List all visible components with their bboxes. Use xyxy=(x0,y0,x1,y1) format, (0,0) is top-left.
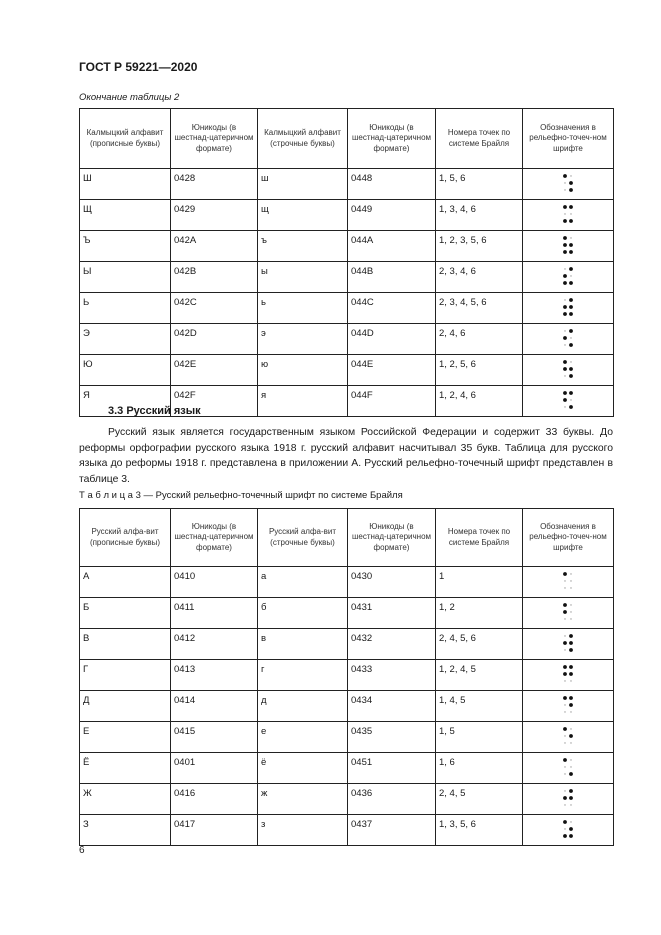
cell-lower-code: 044A xyxy=(348,231,436,262)
braille-dot-raised xyxy=(563,336,567,340)
cell-lower-code: 0435 xyxy=(348,722,436,753)
braille-dot-raised xyxy=(563,281,567,285)
braille-dot-raised xyxy=(563,796,567,800)
cell-dots: 1, 2 xyxy=(436,598,523,629)
braille-dot-flat xyxy=(570,399,571,400)
col-header: Русский алфа-вит (прописные буквы) xyxy=(80,509,171,567)
table-row xyxy=(80,567,614,598)
braille-cell-icon xyxy=(560,358,576,382)
braille-dot-flat xyxy=(564,649,565,650)
braille-cell-icon xyxy=(560,632,576,656)
cell-upper: Д xyxy=(80,691,171,722)
col-header: Юникоды (в шестнад-цатеричном формате) xyxy=(171,509,258,567)
col-header: Юникоды (в шестнад-цатеричном формате) xyxy=(171,109,258,169)
cell-lower: щ xyxy=(258,200,348,231)
cell-braille xyxy=(523,262,614,293)
braille-dot-raised xyxy=(569,298,573,302)
braille-dot-flat xyxy=(564,375,565,376)
braille-dot-raised xyxy=(569,374,573,378)
cell-upper: А xyxy=(80,567,171,598)
braille-dot-flat xyxy=(570,611,571,612)
braille-dot-raised xyxy=(569,734,573,738)
braille-dot-flat xyxy=(564,182,565,183)
cell-dots: 2, 4, 5, 6 xyxy=(436,629,523,660)
col-header: Русский алфа-вит (строчные буквы) xyxy=(258,509,348,567)
cell-upper: Ю xyxy=(80,355,171,386)
cell-braille xyxy=(523,691,614,722)
braille-dot-flat xyxy=(564,766,565,767)
table-row xyxy=(80,722,614,753)
braille-dot-flat xyxy=(564,406,565,407)
cell-lower: ю xyxy=(258,355,348,386)
braille-dot-flat xyxy=(564,618,565,619)
braille-dot-flat xyxy=(570,237,571,238)
cell-braille xyxy=(523,660,614,691)
table2 xyxy=(79,108,614,417)
braille-dot-raised xyxy=(569,188,573,192)
col-header: Обозначения в рельефно-точеч-ном шрифте xyxy=(523,509,614,567)
table-row xyxy=(80,324,614,355)
braille-dot-raised xyxy=(563,174,567,178)
col-header: Номера точек по системе Брайля xyxy=(436,509,523,567)
cell-dots: 1, 5, 6 xyxy=(436,169,523,200)
braille-cell-icon xyxy=(560,265,576,289)
braille-dot-raised xyxy=(569,243,573,247)
braille-dot-flat xyxy=(564,330,565,331)
cell-lower: я xyxy=(258,386,348,417)
braille-dot-flat xyxy=(570,821,571,822)
braille-cell-icon xyxy=(560,389,576,413)
braille-dot-flat xyxy=(570,213,571,214)
cell-lower: ы xyxy=(258,262,348,293)
cell-lower: в xyxy=(258,629,348,660)
table-row xyxy=(80,262,614,293)
cell-upper: Э xyxy=(80,324,171,355)
braille-dot-raised xyxy=(569,772,573,776)
cell-lower-code: 044D xyxy=(348,324,436,355)
cell-braille xyxy=(523,386,614,417)
table2-header-row xyxy=(80,109,614,169)
braille-dot-raised xyxy=(569,391,573,395)
braille-dot-flat xyxy=(564,587,565,588)
braille-dot-raised xyxy=(563,641,567,645)
braille-cell-icon xyxy=(560,756,576,780)
braille-dot-raised xyxy=(569,205,573,209)
braille-dot-raised xyxy=(569,703,573,707)
braille-dot-flat xyxy=(564,299,565,300)
braille-dot-raised xyxy=(569,834,573,838)
cell-lower: э xyxy=(258,324,348,355)
cell-dots: 1, 3, 5, 6 xyxy=(436,815,523,846)
cell-upper: Б xyxy=(80,598,171,629)
braille-dot-raised xyxy=(563,305,567,309)
cell-lower-code: 0431 xyxy=(348,598,436,629)
cell-upper-code: 0429 xyxy=(171,200,258,231)
braille-dot-raised xyxy=(569,219,573,223)
cell-lower: а xyxy=(258,567,348,598)
table-row xyxy=(80,815,614,846)
braille-dot-raised xyxy=(563,312,567,316)
braille-dot-raised xyxy=(563,250,567,254)
cell-lower: б xyxy=(258,598,348,629)
cell-lower-code: 0449 xyxy=(348,200,436,231)
braille-dot-raised xyxy=(569,696,573,700)
section-title: 3.3 Русский язык xyxy=(108,405,201,417)
braille-dot-raised xyxy=(563,360,567,364)
cell-dots: 2, 4, 5 xyxy=(436,784,523,815)
cell-upper: Я xyxy=(80,386,171,417)
braille-dot-flat xyxy=(564,680,565,681)
braille-dot-flat xyxy=(564,711,565,712)
cell-dots: 1, 5 xyxy=(436,722,523,753)
braille-cell-icon xyxy=(560,818,576,842)
cell-upper: Щ xyxy=(80,200,171,231)
cell-upper: Г xyxy=(80,660,171,691)
braille-dot-raised xyxy=(569,405,573,409)
cell-lower-code: 0433 xyxy=(348,660,436,691)
cell-upper-code: 0412 xyxy=(171,629,258,660)
table2-caption: Окончание таблицы 2 xyxy=(79,92,180,103)
braille-dot-flat xyxy=(570,711,571,712)
cell-braille xyxy=(523,722,614,753)
cell-lower-code: 0448 xyxy=(348,169,436,200)
cell-dots: 1, 2, 3, 5, 6 xyxy=(436,231,523,262)
braille-cell-icon xyxy=(560,570,576,594)
cell-upper: Е xyxy=(80,722,171,753)
braille-dot-raised xyxy=(569,250,573,254)
cell-lower-code: 044C xyxy=(348,293,436,324)
braille-dot-flat xyxy=(570,580,571,581)
braille-dot-raised xyxy=(563,205,567,209)
cell-upper-code: 042A xyxy=(171,231,258,262)
braille-dot-raised xyxy=(563,758,567,762)
braille-cell-icon xyxy=(560,694,576,718)
cell-braille xyxy=(523,169,614,200)
braille-dot-flat xyxy=(564,828,565,829)
cell-dots: 2, 4, 6 xyxy=(436,324,523,355)
braille-cell-icon xyxy=(560,663,576,687)
section-paragraph: Русский язык является государственным языком Российской Федерации и содержит 33 буквы. До реформы орфографии русского языка 1918 г. русский алфавит насчитывал 35 букв. Таблица для русского языка до реформы 1918 г. представлена в приложении А. Русский рельефно-точечный шрифт представлен в таблице 3. xyxy=(79,427,613,485)
braille-dot-raised xyxy=(569,789,573,793)
braille-dot-raised xyxy=(563,603,567,607)
braille-dot-flat xyxy=(564,268,565,269)
braille-dot-flat xyxy=(570,604,571,605)
cell-braille xyxy=(523,293,614,324)
cell-lower-code: 044F xyxy=(348,386,436,417)
cell-upper: Ъ xyxy=(80,231,171,262)
table-row xyxy=(80,355,614,386)
braille-dot-raised xyxy=(563,834,567,838)
cell-upper-code: 0417 xyxy=(171,815,258,846)
braille-dot-flat xyxy=(570,337,571,338)
table-row xyxy=(80,660,614,691)
cell-lower-code: 0434 xyxy=(348,691,436,722)
cell-upper-code: 042C xyxy=(171,293,258,324)
braille-dot-raised xyxy=(569,281,573,285)
braille-dot-raised xyxy=(563,820,567,824)
braille-cell-icon xyxy=(560,601,576,625)
cell-braille xyxy=(523,815,614,846)
braille-dot-raised xyxy=(563,274,567,278)
braille-dot-raised xyxy=(569,827,573,831)
cell-upper-code: 0401 xyxy=(171,753,258,784)
braille-dot-flat xyxy=(564,580,565,581)
braille-dot-raised xyxy=(563,236,567,240)
braille-dot-flat xyxy=(570,728,571,729)
cell-upper: Ё xyxy=(80,753,171,784)
braille-dot-raised xyxy=(563,696,567,700)
cell-upper-code: 0410 xyxy=(171,567,258,598)
braille-dot-flat xyxy=(570,175,571,176)
braille-dot-raised xyxy=(563,665,567,669)
braille-dot-raised xyxy=(569,648,573,652)
col-header: Номера точек по системе Брайля xyxy=(436,109,523,169)
cell-lower-code: 0432 xyxy=(348,629,436,660)
cell-dots: 1, 6 xyxy=(436,753,523,784)
braille-cell-icon xyxy=(560,787,576,811)
cell-lower: ш xyxy=(258,169,348,200)
cell-braille xyxy=(523,324,614,355)
braille-dot-flat xyxy=(564,635,565,636)
cell-upper-code: 0428 xyxy=(171,169,258,200)
cell-braille xyxy=(523,567,614,598)
braille-dot-flat xyxy=(570,680,571,681)
cell-dots: 1, 3, 4, 6 xyxy=(436,200,523,231)
cell-lower: з xyxy=(258,815,348,846)
braille-dot-flat xyxy=(570,766,571,767)
braille-dot-raised xyxy=(569,329,573,333)
braille-dot-flat xyxy=(570,742,571,743)
braille-dot-raised xyxy=(569,796,573,800)
table3-header-row xyxy=(80,509,614,567)
braille-dot-raised xyxy=(569,312,573,316)
braille-cell-icon xyxy=(560,172,576,196)
cell-upper: Ш xyxy=(80,169,171,200)
cell-braille xyxy=(523,231,614,262)
col-header: Калмыцкий алфавит (строчные буквы) xyxy=(258,109,348,169)
cell-braille xyxy=(523,200,614,231)
cell-lower-code: 044E xyxy=(348,355,436,386)
braille-dot-flat xyxy=(570,618,571,619)
cell-lower: ж xyxy=(258,784,348,815)
braille-dot-raised xyxy=(563,367,567,371)
braille-dot-raised xyxy=(563,672,567,676)
braille-dot-raised xyxy=(569,181,573,185)
table-row xyxy=(80,293,614,324)
cell-lower: ь xyxy=(258,293,348,324)
braille-dot-raised xyxy=(569,343,573,347)
braille-dot-flat xyxy=(564,742,565,743)
braille-dot-raised xyxy=(563,391,567,395)
braille-dot-raised xyxy=(569,672,573,676)
table-row xyxy=(80,691,614,722)
braille-dot-raised xyxy=(569,641,573,645)
braille-dot-flat xyxy=(570,573,571,574)
cell-braille xyxy=(523,753,614,784)
braille-dot-flat xyxy=(570,587,571,588)
braille-dot-flat xyxy=(570,361,571,362)
cell-braille xyxy=(523,598,614,629)
braille-dot-raised xyxy=(569,634,573,638)
braille-cell-icon xyxy=(560,203,576,227)
cell-lower: ъ xyxy=(258,231,348,262)
cell-lower: г xyxy=(258,660,348,691)
cell-lower-code: 044B xyxy=(348,262,436,293)
braille-dot-flat xyxy=(564,213,565,214)
cell-dots: 1, 2, 4, 5 xyxy=(436,660,523,691)
cell-upper-code: 0411 xyxy=(171,598,258,629)
cell-lower: ё xyxy=(258,753,348,784)
braille-dot-flat xyxy=(564,773,565,774)
cell-braille xyxy=(523,355,614,386)
cell-upper-code: 042D xyxy=(171,324,258,355)
cell-upper: Ы xyxy=(80,262,171,293)
table3 xyxy=(79,508,614,846)
braille-cell-icon xyxy=(560,234,576,258)
cell-dots: 1, 2, 4, 6 xyxy=(436,386,523,417)
cell-dots: 2, 3, 4, 5, 6 xyxy=(436,293,523,324)
cell-braille xyxy=(523,629,614,660)
braille-dot-flat xyxy=(564,344,565,345)
braille-dot-flat xyxy=(570,759,571,760)
braille-dot-raised xyxy=(563,243,567,247)
braille-cell-icon xyxy=(560,725,576,749)
cell-upper-code: 042B xyxy=(171,262,258,293)
cell-upper-code: 0413 xyxy=(171,660,258,691)
table-row xyxy=(80,598,614,629)
table-row xyxy=(80,784,614,815)
cell-upper: З xyxy=(80,815,171,846)
braille-dot-raised xyxy=(563,572,567,576)
cell-upper: Ж xyxy=(80,784,171,815)
cell-lower-code: 0451 xyxy=(348,753,436,784)
cell-braille xyxy=(523,784,614,815)
cell-lower: д xyxy=(258,691,348,722)
table-row xyxy=(80,629,614,660)
cell-upper-code: 042F xyxy=(171,386,258,417)
braille-dot-flat xyxy=(570,275,571,276)
braille-dot-raised xyxy=(569,665,573,669)
braille-dot-flat xyxy=(564,704,565,705)
table3-caption: Т а б л и ц а 3 — Русский рельефно-точечный шрифт по системе Брайля xyxy=(79,490,403,501)
document-code: ГОСТ Р 59221—2020 xyxy=(79,60,198,74)
braille-dot-raised xyxy=(563,219,567,223)
braille-dot-flat xyxy=(564,790,565,791)
cell-upper-code: 0415 xyxy=(171,722,258,753)
braille-cell-icon xyxy=(560,327,576,351)
cell-lower-code: 0436 xyxy=(348,784,436,815)
cell-dots: 2, 3, 4, 6 xyxy=(436,262,523,293)
cell-dots: 1, 4, 5 xyxy=(436,691,523,722)
cell-upper-code: 0414 xyxy=(171,691,258,722)
cell-upper-code: 042E xyxy=(171,355,258,386)
cell-dots: 1 xyxy=(436,567,523,598)
cell-lower-code: 0437 xyxy=(348,815,436,846)
cell-lower: е xyxy=(258,722,348,753)
cell-dots: 1, 2, 5, 6 xyxy=(436,355,523,386)
braille-dot-flat xyxy=(564,189,565,190)
col-header: Юникоды (в шестнад-цатеричном формате) xyxy=(348,509,436,567)
cell-lower-code: 0430 xyxy=(348,567,436,598)
braille-dot-raised xyxy=(563,610,567,614)
table-row xyxy=(80,169,614,200)
braille-dot-raised xyxy=(569,267,573,271)
page-number: 6 xyxy=(79,845,85,856)
cell-upper-code: 0416 xyxy=(171,784,258,815)
braille-dot-raised xyxy=(563,727,567,731)
braille-dot-flat xyxy=(570,804,571,805)
braille-dot-raised xyxy=(569,305,573,309)
braille-dot-flat xyxy=(564,804,565,805)
braille-dot-raised xyxy=(563,398,567,402)
cell-upper: В xyxy=(80,629,171,660)
col-header: Юникоды (в шестнад-цатеричном формате) xyxy=(348,109,436,169)
braille-cell-icon xyxy=(560,296,576,320)
table-row xyxy=(80,753,614,784)
table-row xyxy=(80,231,614,262)
col-header: Калмыцкий алфавит (прописные буквы) xyxy=(80,109,171,169)
cell-upper: Ь xyxy=(80,293,171,324)
braille-dot-raised xyxy=(569,367,573,371)
table-row xyxy=(80,200,614,231)
col-header: Обозначения в рельефно-точеч-ном шрифте xyxy=(523,109,614,169)
braille-dot-flat xyxy=(564,735,565,736)
